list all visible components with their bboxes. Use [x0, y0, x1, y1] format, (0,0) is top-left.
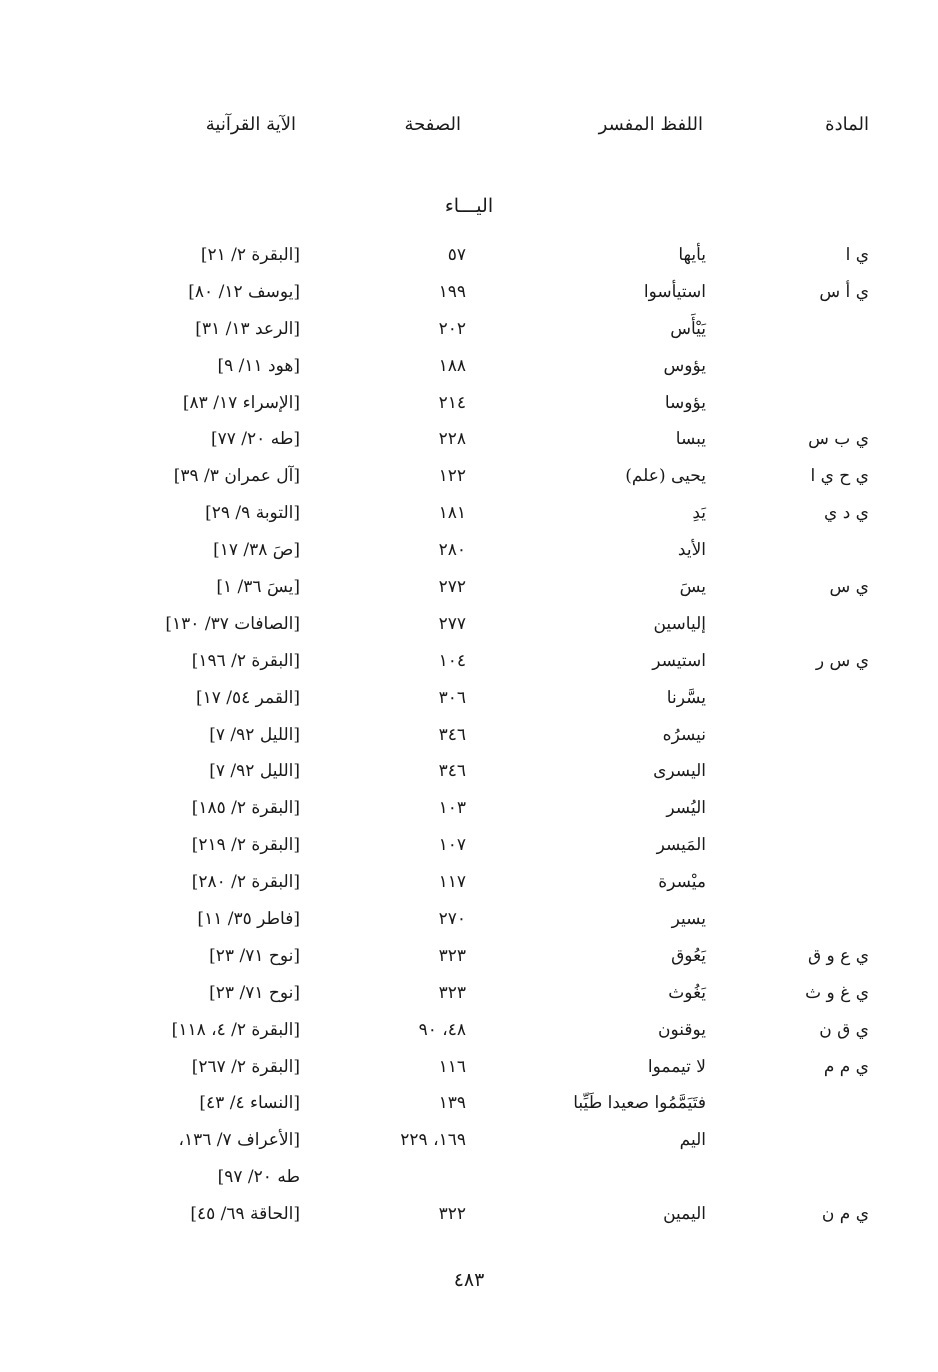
table-row: [0, 680, 938, 717]
cell-lafz: يسير: [671, 909, 706, 930]
table-row: [0, 827, 938, 864]
cell-mada: ي م ن: [821, 1204, 869, 1225]
table-row: [0, 643, 938, 680]
cell-lafz: يؤوس: [663, 355, 706, 376]
cell-mada: ي ب س: [808, 429, 869, 450]
table-row: [0, 458, 938, 495]
cell-safha: ٢٧٠: [438, 909, 466, 930]
cell-lafz: استيسر: [652, 650, 706, 671]
cell-safha: ٢٨٠: [438, 540, 466, 561]
table-row: [0, 717, 938, 754]
cell-lafz: اليم: [679, 1130, 706, 1151]
table-row: [0, 274, 938, 311]
header-aya: الآية القرآنية: [205, 114, 296, 135]
table-row: [0, 348, 938, 385]
section-title: اليـــاء: [444, 195, 494, 217]
cell-lafz: فتَيَمَّمُوا صعيدا طَيِّبا: [573, 1093, 706, 1114]
cell-aya: [البقرة ٢/ ١٩٦]: [191, 650, 300, 671]
cell-aya: [البقرة ٢/ ١٨٥]: [191, 798, 300, 819]
cell-aya: [التوبة ٩/ ٢٩]: [205, 503, 300, 524]
cell-lafz: اليمين: [663, 1204, 706, 1225]
cell-mada: ي أ س: [819, 281, 869, 302]
table-row: [0, 606, 938, 643]
cell-lafz: استيأسوا: [643, 281, 706, 302]
cell-aya: [البقرة ٢/ ٢١]: [200, 245, 300, 265]
cell-mada: ي ح ي ا: [810, 466, 869, 487]
cell-lafz: يَدِ: [692, 503, 706, 524]
cell-aya: [البقرة ٢/ ٢٨٠]: [191, 872, 300, 893]
cell-lafz: الأيد: [677, 540, 706, 561]
cell-aya: [البقرة ٢/ ٢٦٧]: [191, 1056, 300, 1077]
cell-lafz: اليُسر: [666, 798, 706, 819]
cell-aya: [يسَ ٣٦/ ١]: [216, 577, 300, 598]
cell-safha: ٤٨، ٩٠: [418, 1019, 466, 1040]
cell-safha: ٢١٤: [438, 392, 466, 413]
cell-lafz: يَغُوث: [668, 982, 706, 1003]
table-row: [0, 938, 938, 975]
cell-lafz: يحيى (علم): [625, 466, 706, 487]
cell-safha: ٣٤٦: [438, 761, 466, 782]
cell-aya: [صَ ٣٨/ ١٧]: [213, 540, 300, 561]
table-row: [0, 569, 938, 606]
header-lafz: اللفظ المفسر: [598, 114, 703, 135]
table-row: [0, 1012, 938, 1049]
cell-aya: [الليل ٩٢/ ٧]: [209, 761, 300, 782]
table-row: [0, 1122, 938, 1159]
cell-lafz: نيسرُه: [662, 724, 706, 745]
cell-aya: [هود ١١/ ٩]: [217, 355, 300, 376]
cell-aya: [الحاقة ٦٩/ ٤٥]: [190, 1204, 300, 1225]
table-row: [0, 975, 938, 1012]
cell-safha: ٢٧٢: [438, 577, 466, 598]
cell-aya: [النساء ٤/ ٤٣]: [199, 1093, 300, 1114]
cell-lafz: يسَ: [679, 577, 706, 598]
cell-mada: ي م م: [823, 1056, 869, 1077]
table-row: [0, 495, 938, 532]
cell-lafz: المَيسر: [656, 835, 706, 856]
cell-safha: ١٢٢: [438, 466, 466, 487]
cell-mada: ي غ و ث: [805, 982, 869, 1003]
cell-mada: ي د ي: [824, 503, 869, 524]
table-row: [0, 532, 938, 569]
cell-safha: ٢٠٢: [438, 318, 466, 339]
cell-aya: [البقرة ٢/ ٢١٩]: [191, 835, 300, 856]
header-mada: المادة: [825, 114, 869, 135]
cell-safha: ٣٠٦: [438, 687, 466, 708]
cell-lafz: يَعُوق: [671, 945, 706, 966]
table-row: [0, 753, 938, 790]
cell-lafz: اليسرى: [653, 761, 706, 782]
table-row: [0, 421, 938, 458]
cell-safha: ١٠٧: [438, 835, 466, 856]
cell-mada: ي ق ن: [819, 1019, 869, 1040]
cell-lafz: يأيها: [678, 245, 706, 265]
cell-safha: ٥٧: [447, 245, 466, 265]
cell-lafz: يَيْأَس: [670, 318, 706, 339]
table-row: [0, 790, 938, 827]
cell-safha: ٣٢٣: [438, 945, 466, 966]
table-row: [0, 1049, 938, 1086]
cell-safha: ٣٢٢: [438, 1204, 466, 1225]
cell-aya: [يوسف ١٢/ ٨٠]: [188, 281, 300, 302]
cell-aya: [الرعد ١٣/ ٣١]: [195, 318, 300, 339]
table-row: [0, 311, 938, 348]
cell-lafz: ميْسرة: [658, 872, 706, 893]
cell-safha: ٢٧٧: [438, 613, 466, 634]
cell-lafz: يوقنون: [657, 1019, 706, 1040]
table-row: [0, 864, 938, 901]
table-row: [0, 1196, 938, 1233]
cell-safha: ١٠٣: [438, 798, 466, 819]
cell-safha: ١٣٩: [438, 1093, 466, 1114]
cell-safha: ١١٧: [438, 872, 466, 893]
table-row: [0, 901, 938, 938]
index-table: [0, 237, 938, 1233]
cell-lafz: إلياسين: [653, 613, 706, 634]
table-row: [0, 1085, 938, 1122]
cell-aya: [البقرة ٢/ ٤، ١١٨]: [171, 1019, 300, 1040]
table-row: [0, 237, 938, 274]
cell-lafz: يبسا: [675, 429, 706, 450]
table-row: [0, 385, 938, 422]
cell-lafz: يؤوسا: [664, 392, 706, 413]
cell-aya: [الإسراء ١٧/ ٨٣]: [182, 392, 300, 413]
cell-aya: [نوح ٧١/ ٢٣]: [209, 982, 300, 1003]
cell-lafz: لا تيمموا: [647, 1056, 706, 1077]
cell-mada: ي س: [829, 577, 869, 598]
cell-aya: [طه ٢٠/ ٧٧]: [211, 429, 300, 450]
cell-safha: ١٨١: [438, 503, 466, 524]
cell-aya: [الأعراف ٧/ ١٣٦،: [178, 1130, 300, 1151]
cell-aya: [الصافات ٣٧/ ١٣٠]: [165, 613, 300, 634]
cell-lafz: يسَّرنا: [666, 687, 706, 708]
cell-aya: [نوح ٧١/ ٢٣]: [209, 945, 300, 966]
cell-mada: ي ا: [845, 245, 869, 265]
cell-safha: ١٦٩، ٢٢٩: [400, 1130, 466, 1151]
cell-safha: ١٠٤: [438, 650, 466, 671]
header-safha: الصفحة: [404, 114, 461, 135]
cell-safha: ٢٢٨: [438, 429, 466, 450]
cell-aya: طه ٢٠/ ٩٧]: [217, 1167, 300, 1188]
cell-safha: ١٩٩: [438, 281, 466, 302]
cell-safha: ١٨٨: [438, 355, 466, 376]
page-number: ٤٨٣: [453, 1269, 485, 1291]
cell-safha: ٣٢٣: [438, 982, 466, 1003]
cell-aya: [القمر ٥٤/ ١٧]: [195, 687, 300, 708]
cell-safha: ١١٦: [438, 1056, 466, 1077]
cell-aya: [آل عمران ٣/ ٣٩]: [173, 466, 300, 487]
cell-aya: [فاطر ٣٥/ ١١]: [197, 909, 300, 930]
table-row: [0, 1159, 938, 1196]
cell-aya: [الليل ٩٢/ ٧]: [209, 724, 300, 745]
cell-mada: ي س ر: [815, 650, 869, 671]
cell-mada: ي ع و ق: [807, 945, 869, 966]
cell-safha: ٣٤٦: [438, 724, 466, 745]
